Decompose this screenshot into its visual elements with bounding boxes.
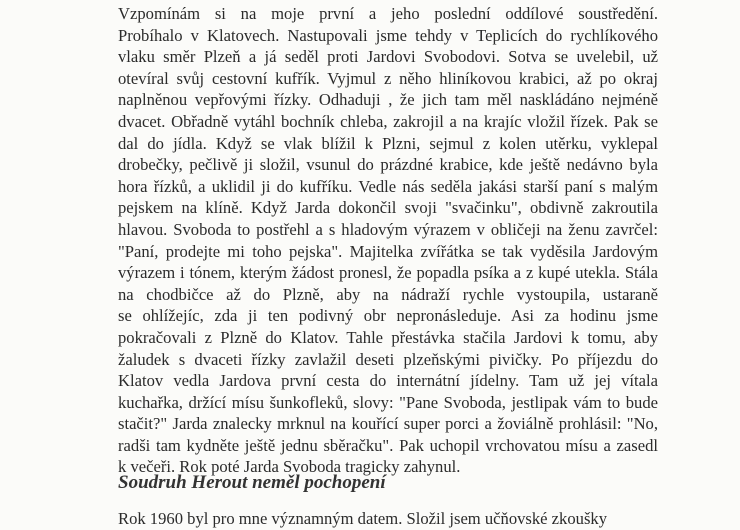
paragraph-line: otevíral svůj cestovní kufřík. Vyjmul z něho hliníkovou krabici, až po okraj (118, 68, 658, 88)
paragraph-line: naplněnou vepřovými řízky. Odhaduji , že jich tam měl naskládáno nejméně (118, 90, 658, 110)
paragraph-line: se ohlížejíc, zda ji ten podivný obr nepronásleduje. Asi za hodinu jsme (118, 306, 658, 326)
paragraph-line: hlavou. Svoboda to postřehl a s hladovým výrazem v obličeji na ženu zavrčel: (118, 219, 658, 239)
paragraph-line: vlaku směr Plzeň a já seděl proti Jardovi Svobodovi. Sotva se uvelebil, už (118, 47, 658, 67)
paragraph-line: Klatov vedla Jardova první cesta do internátní jídelny. Tam už jej vítala (118, 371, 658, 391)
paragraph-line: hora řízků, a uklidil ji do kufříku. Vedle nás seděla jakási starší paní s malým (118, 176, 658, 196)
paragraph-line: dal do jídla. Když se vlak blížil k Plzni, sejmul z kolen utěrku, vyklepal (118, 133, 658, 153)
paragraph-line: Vzpomínám si na moje první a jeho poslední oddílové soustředění. (118, 4, 658, 23)
paragraph-line: stačit?" Jarda znalecky mrknul na kouřící super porci a žoviálně prohlásil: "No, (118, 414, 658, 434)
paragraph-line: radši tam kydněte ještě jednu sběračku". Pak uchopil vrchovatou mísu a zasedl (118, 435, 658, 455)
paragraph-line: výrazem i tónem, kterým žádost pronesl, že popadla psíka a z kupé utekla. Stála (118, 263, 658, 283)
paragraph-line: Probíhalo v Klatovech. Nastupovali jsme tehdy v Teplicích do rychlíkového (118, 25, 658, 45)
paragraph-line: pejskem na klíně. Když Jarda dokončil svoji "svačinku", obdivně zakroutila (118, 198, 658, 218)
section-heading: Soudruh Herout neměl pochopení (118, 472, 386, 493)
paragraph-line: kuchařka, držící mísu šunkofleků, slovy: "Pane Svoboda, jestlipak vám to bude (118, 392, 658, 412)
paragraph-line: k večeři. Rok poté Jarda Svoboda tragicky zahynul. (118, 457, 461, 477)
paragraph-line: pokračovali z Plzně do Klatov. Tahle přestávka stačila Jardovi k tomu, aby (118, 327, 658, 347)
story-paragraph (118, 3, 658, 478)
paragraph-line: drobečky, pečlivě ji složil, vsunul do prázdné krabice, kde ještě nedávno byla (118, 155, 658, 175)
paragraph-line: na chodbičce až do Plzně, aby na nádraží rychle vystoupila, ustaraně (118, 284, 658, 304)
paragraph-line: "Paní, prodejte mi toho pejska". Majitelka zvířátka se tak vyděsila Jardovým (118, 241, 658, 261)
paragraph-line: dvacet. Obřadně vytáhl bochník chleba, zakrojil a na krajíc vložil řízek. Pak se (118, 111, 658, 131)
paragraph-line: žaludek s dvaceti řízky zavlažil deseti plzeňskými pivičky. Po příjezdu do (118, 349, 658, 369)
next-paragraph-start: Rok 1960 byl pro mne významným datem. Složil jsem učňovské zkoušky (118, 509, 607, 528)
